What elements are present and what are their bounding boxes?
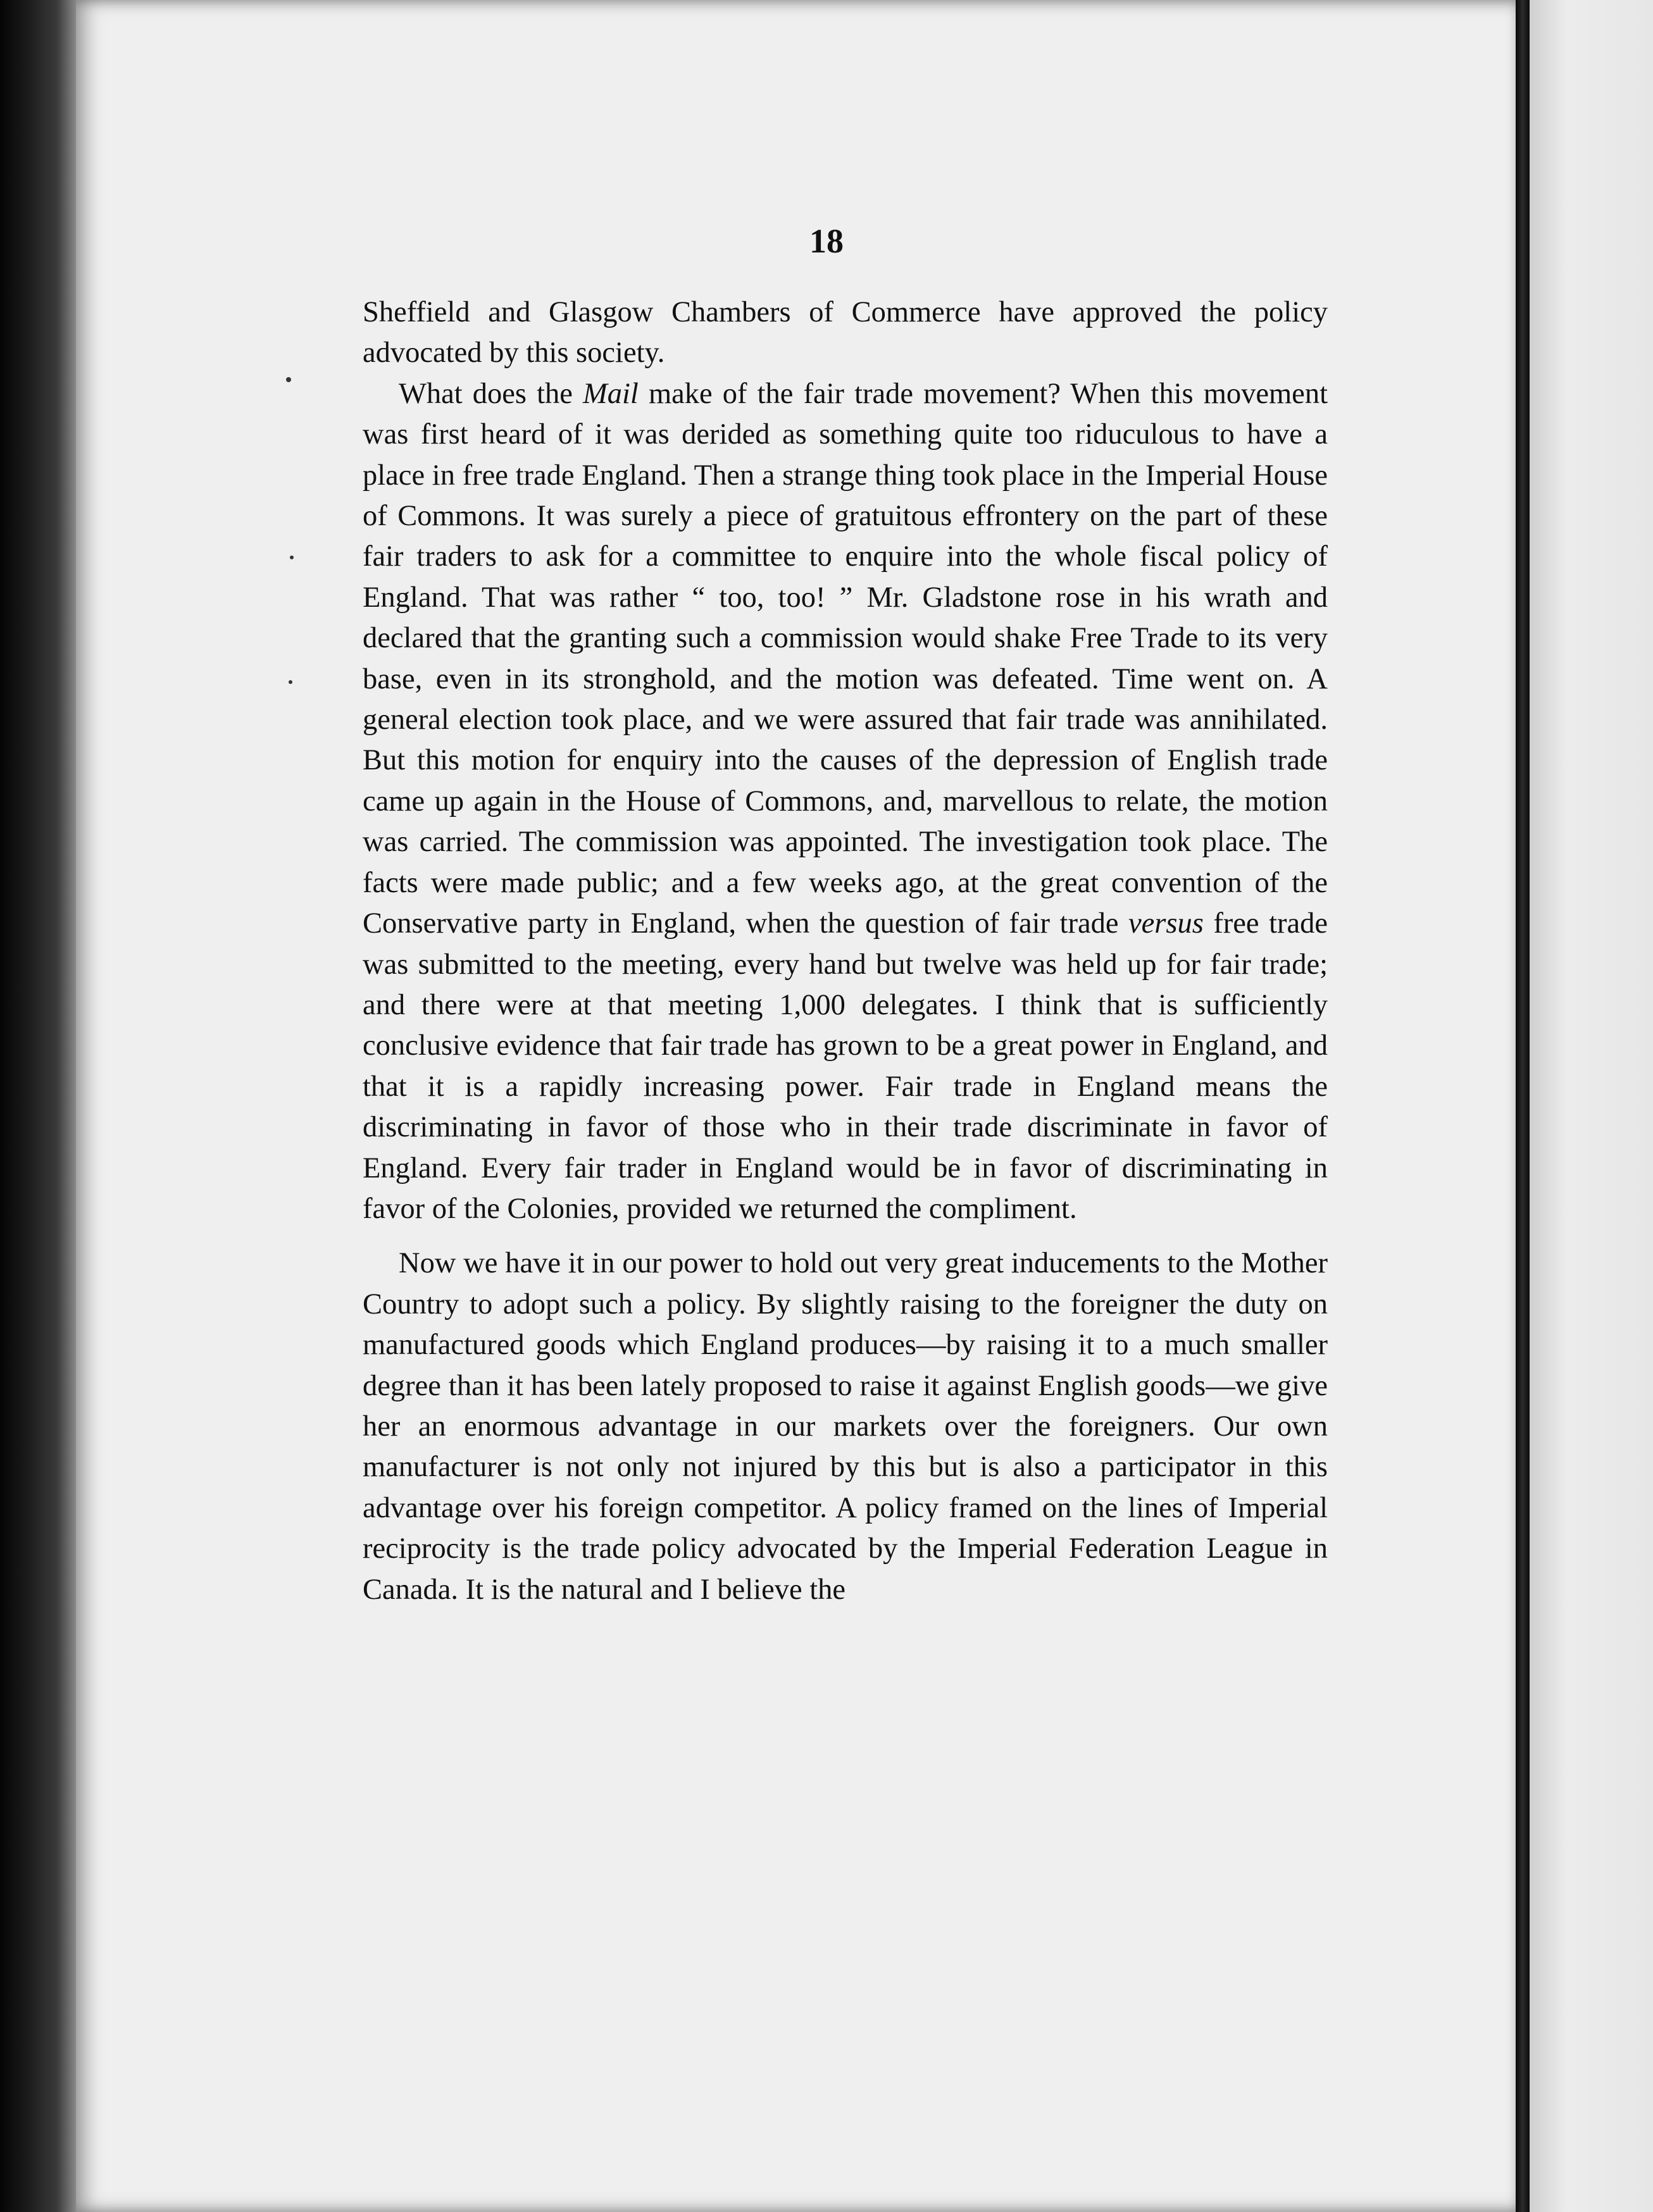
paragraph (363, 374, 1328, 1230)
paragraph-text: Sheffield and Glasgow Chambers of Commerce have approved the policy advocated by this society. (363, 296, 1328, 370)
italic-newspaper-name: Mail (583, 377, 639, 410)
paragraph-text: free trade was submitted to the meeting, every hand but twelve was held up for fair trade; and there were at that meeting 1,000 delegates. I think that is sufficiently conclusive evidence that fair trade has grown to be a great power in England, and that it is a rapidly increasing power. Fair trade in England means the discriminating in favor of those who in their trade discriminate in favor of England. Every fair trader in England would be in favor of discriminating in favor of the Colonies, provided we returned the compliment. (363, 907, 1328, 1225)
dust-speck (286, 377, 291, 382)
page-gutter (1516, 0, 1530, 2212)
body-text (363, 292, 1328, 1610)
paragraph (363, 1243, 1328, 1610)
paragraph-text: make of the fair trade movement? When this movement was first heard of it was derided as something quite too riduculous to have a place in free trade England. Then a strange thing took place in the Imperial House of Commons. It was surely a piece of gratuitous effrontery on the part of these fair traders to ask for a committee to enquire into the whole fiscal policy of England. That was rather “ too, too! ” Mr. Gladstone rose in his wrath and declared that the granting such a commission would shake Free Trade to its very base, even in its stronghold, and the motion was defeated. Time went on. A general election took place, and we were assured that fair trade was annihilated. But this motion for enquiry into the causes of the depression of English trade came up again in the House of Commons, and, marvellous to relate, the motion was carried. The commission was appointed. The investigation took place. The facts were made public; and a few weeks ago, at the great convention of the Conservative party in England, when the question of fair trade (363, 377, 1328, 940)
page-number: 18 (809, 222, 844, 260)
paragraph-text: Now we have it in our power to hold out very great inducements to the Mother Country to adopt such a policy. By slightly raising to the foreigner the duty on manufactured goods which England produces—by raising it to a much smaller degree than it has been lately proposed to raise it against English goods—we give her an enormous advantage in our markets over the foreigners. Our own manufacturer is not only not injured by this but is also a participator in this advantage over his foreign competitor. A policy framed on the lines of Imperial reciprocity is the trade policy advocated by the Imperial Federation League in Canada. It is the natural and I believe the (363, 1247, 1328, 1606)
paragraph-text: What does the (399, 377, 583, 410)
dust-speck (289, 680, 292, 684)
dust-speck (290, 556, 294, 559)
paragraph (363, 292, 1328, 374)
facing-page-edge (1530, 0, 1653, 2212)
italic-term: versus (1128, 907, 1204, 940)
